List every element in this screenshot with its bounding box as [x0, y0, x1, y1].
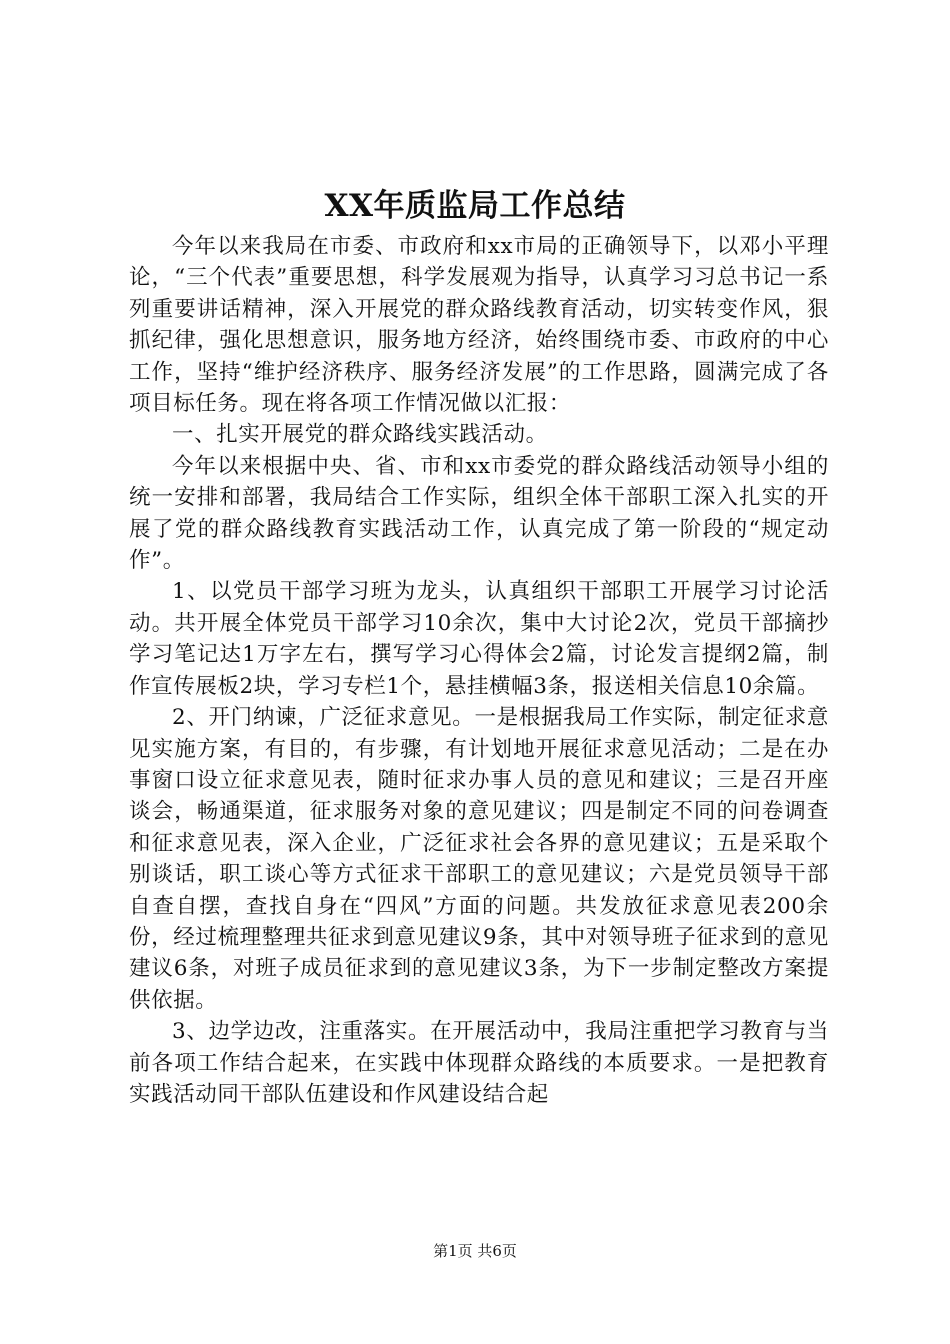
paragraph-intro: 今年以来我局在市委、市政府和xx市局的正确领导下，以邓小平理论，“三个代表”重要思想，科学发展观为指导，认真学习习总书记一系列重要讲话精神，深入开展党的群众路线教育活动，切实转变作风，狠抓纪律，强化思想意识，服务地方经济，始终围绕市委、市政府的中心工作，坚持“维护经济秩序、服务经济发展”的工作思路，圆满完成了各项目标任务。现在将各项工作情况做以汇报：	[129, 234, 829, 417]
section-heading-1: 一、扎实开展党的群众路线实践活动。	[172, 422, 548, 448]
paragraph-item-3: 3、边学边改，注重落实。在开展活动中，我局注重把学习教育与当前各项工作结合起来，在实践中体现群众路线的本质要求。一是把教育实践活动同干部队伍建设和作风建设结合起	[129, 1019, 829, 1107]
page-total: 共6页	[477, 1242, 517, 1260]
paragraph-item-1: 1、以党员干部学习班为龙头，认真组织干部职工开展学习讨论活动。共开展全体党员干部学习10余次，集中大讨论2次，党员干部摘抄学习笔记达1万字左右，撰写学习心得体会2篇，讨论发言提纲2篇，制作宣传展板2块，学习专栏1个，悬挂横幅3条，报送相关信息10余篇。	[129, 579, 829, 699]
page-footer	[0, 1241, 950, 1261]
document-body	[129, 231, 829, 1110]
page-number: 第1页	[433, 1242, 473, 1260]
paragraph-section-1: 今年以来根据中央、省、市和xx市委党的群众路线活动领导小组的统一安排和部署，我局结合工作实际，组织全体干部职工深入扎实的开展了党的群众路线教育实践活动工作，认真完成了第一阶段的“规定动作”。	[129, 453, 829, 574]
paragraph-item-2: 2、开门纳谏，广泛征求意见。一是根据我局工作实际，制定征求意见实施方案，有目的，有步骤，有计划地开展征求意见活动；二是在办事窗口设立征求意见表，随时征求办事人员的意见和建议；三是召开座谈会，畅通渠道，征求服务对象的意见建议；四是制定不同的问卷调查和征求意见表，深入企业，广泛征求社会各界的意见建议；五是采取个别谈话，职工谈心等方式征求干部职工的意见建议；六是党员领导干部自查自摆，查找自身在“四风”方面的问题。共发放征求意见表200余份，经过梳理整理共征求到意见建议9条，其中对领导班子征求到的意见建议6条，对班子成员征求到的意见建议3条，为下一步制定整改方案提供依据。	[129, 705, 829, 1013]
document-title: XX年质监局工作总结	[324, 188, 626, 224]
